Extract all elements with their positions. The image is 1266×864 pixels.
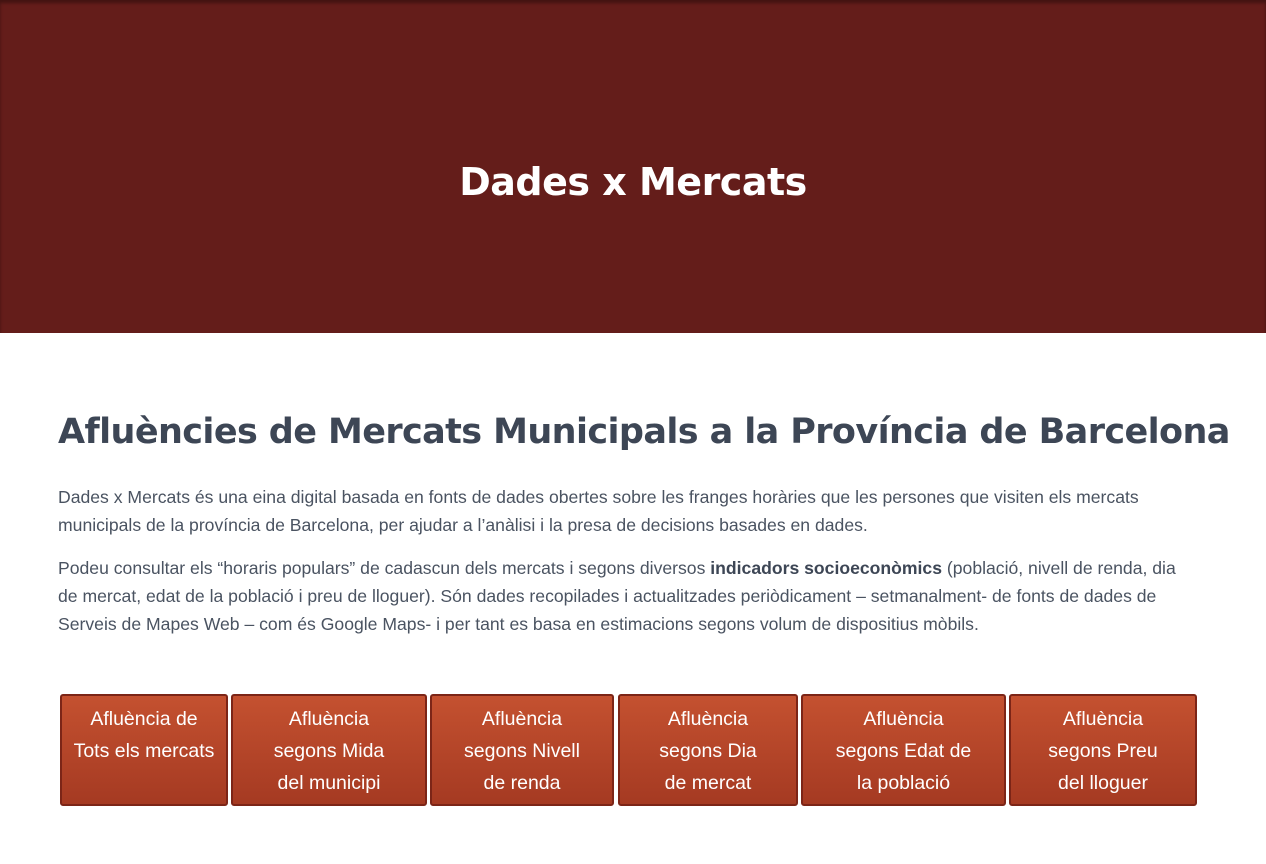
details-text-start: Podeu consultar els “horaris populars” de cadascun dels mercats i segons diversos bbox=[58, 558, 711, 578]
button-all-markets[interactable] bbox=[60, 694, 228, 806]
details-text-end: (població, nivell de renda, dia de mercat, edat de la població i preu de lloguer). Són dades recopilades i actualitzades periòdicament – setmanalment- de fonts de dades de Serveis de Mapes Web – com és Google Maps- i per tant es basa en estimacions segons volum de dispositius mòbils. bbox=[58, 558, 1176, 634]
intro-paragraph: Dades x Mercats és una eina digital basada en fonts de dades obertes sobre les franges horàries que les persones que visiten els mercats municipals de la província de Barcelona, per ajudar a l’anàlisi i la presa de decisions basades en dades. bbox=[58, 487, 1139, 535]
button-municipality-size-label: Afluència segons Mida del municipi bbox=[273, 708, 385, 794]
button-all-markets-label: Afluència de Tots els mercats bbox=[73, 708, 215, 762]
category-buttons bbox=[0, 694, 1266, 806]
button-rent-price[interactable] bbox=[1009, 694, 1197, 806]
details-text-bold: indicadors socioeconòmics bbox=[710, 558, 942, 578]
button-rent-price-label: Afluència segons Preu del lloguer bbox=[1048, 708, 1158, 794]
button-market-day[interactable] bbox=[618, 694, 798, 806]
page-title: Afluències de Mercats Municipals a la Província de Barcelona bbox=[58, 412, 1230, 452]
details-paragraph bbox=[58, 554, 1198, 638]
button-population-age-label: Afluència segons Edat de la població bbox=[835, 708, 972, 794]
button-market-day-label: Afluència segons Dia de mercat bbox=[659, 708, 757, 794]
main-content bbox=[58, 405, 1230, 638]
site-title: Dades x Mercats bbox=[459, 160, 807, 204]
button-income-level[interactable] bbox=[430, 694, 614, 806]
button-income-level-label: Afluència segons Nivell de renda bbox=[464, 708, 580, 794]
button-population-age[interactable] bbox=[801, 694, 1006, 806]
hero-banner bbox=[0, 0, 1266, 333]
button-municipality-size[interactable] bbox=[231, 694, 427, 806]
